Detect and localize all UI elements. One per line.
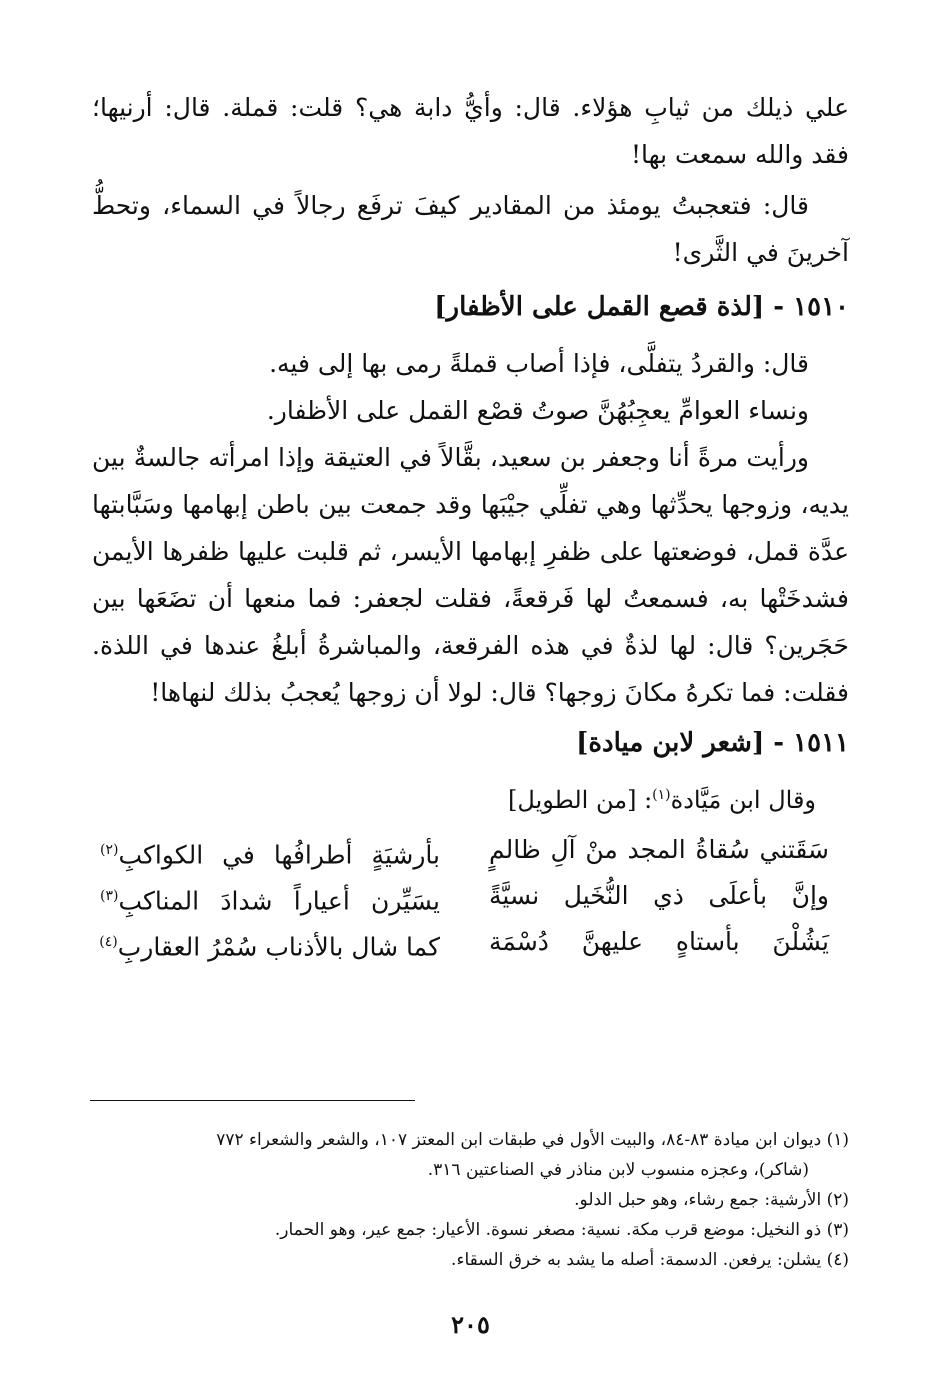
footnote-4-number: (٤)	[826, 1250, 849, 1270]
verse-1-second-hemistich	[100, 828, 440, 874]
verse-2-footnote-ref: (٣)	[100, 888, 119, 904]
poem-meter: : [من الطويل]	[508, 786, 653, 814]
section-1510-heading: ١٥١٠ - [لذة قصع القمل على الأظفار]	[434, 292, 849, 322]
verse-row	[100, 874, 829, 920]
section-1510-line-1: قال: والقردُ يتفلَّى، فإذا أصاب قملةً رمى بها إلى فيه.	[269, 349, 809, 378]
footnote-3-number: (٣)	[826, 1220, 849, 1240]
footnote-1-continuation: (شاكر)، وعجزه منسوب لابن مناذر في الصناعتين ٣١٦.	[427, 1160, 809, 1180]
verse-2-second-text: يسَيِّرن أعياراً شدادَ المناكبِ	[118, 886, 440, 916]
verse-row	[100, 828, 829, 874]
page-number: ٢٠٥	[451, 1310, 490, 1339]
poem-intro-text: وقال ابن مَيَّادة	[670, 786, 816, 814]
verse-3-second-text: كما شال بالأذناب سُمْرُ العقاربِ	[117, 932, 440, 962]
verse-3-first-hemistich: يَشُلْنَ بأستاهٍ عليهنَّ دُسْمَة	[489, 927, 829, 956]
poem-intro	[508, 775, 816, 820]
footnote-3	[92, 1215, 849, 1245]
verse-row	[100, 920, 829, 966]
footnote-divider	[90, 1100, 415, 1101]
footnote-2-text: الأرشية: جمع رشاء، وهو حبل الدلو.	[574, 1190, 822, 1210]
footnote-1-number: (١)	[826, 1130, 849, 1150]
poem-verses	[100, 828, 829, 966]
section-1510-line-2: ونساء العوامِّ يعجِبُهُنَّ صوتُ قصْع القمل على الأظفار.	[266, 396, 809, 425]
verse-1-footnote-ref: (٢)	[100, 842, 119, 858]
verse-3-second-hemistich	[100, 920, 440, 966]
section-1510-line-3: ورأيت مرةً أنا وجعفر بن سعيد، بقَّالاً في العتيقة وإذا امرأته جالسةٌ بين يديه، وزوجها يحدِّثها وهي تفلِّي جيْبَها وقد جمعت بين باطن إبهامها وسَبَّابتها عدَّة قمل، فوضعتها على ظفرِ إبهامها الأيسر، ثم قلبت عليها ظفرها الأيمن فشدخَتْها به، فسمعتُ لها فَرقعةً، فقلت لجعفر: فما منعها أن تضَعَها بين حَجَرين؟ قال: لها لذةٌ في هذه الفرقعة، والمباشرةُ أبلغُ عندها في اللذة. فقلت: فما تكرهُ مكانَ زوجها؟ قال: لولا أن زوجها يُعجبُ بذلك لنهاها!	[92, 443, 849, 707]
footnote-3-text: ذو النخيل: موضع قرب مكة. نسية: مصغر نسوة. الأعيار: جمع عير، وهو الحمار.	[274, 1220, 822, 1240]
footnote-2	[92, 1185, 849, 1215]
intro-line-1: علي ذيلك من ثيابِ هؤلاء. قال: وأيُّ دابة هي؟ قلت: قملة. قال: أرنيها؛ فقد والله سمعت بها!	[92, 93, 849, 169]
footnote-2-number: (٢)	[826, 1190, 849, 1210]
intro-line-2: قال: فتعجبتُ يومئذ من المقادير كيفَ ترفَع رجالاً في السماء، وتحطُّ آخرينَ في الثَّرى!	[92, 191, 849, 267]
footnotes	[92, 1125, 849, 1275]
footnote-4-text: يشلن: يرفعن. الدسمة: أصله ما يشد به خرق السقاء.	[451, 1250, 822, 1270]
footnote-4	[92, 1245, 849, 1275]
section-1511-heading: ١٥١١ - [شعر لابن ميادة]	[576, 728, 849, 758]
footnote-1	[92, 1125, 849, 1155]
section-1510-body	[92, 340, 849, 716]
verse-2-first-hemistich: وإنَّ بأعلَى ذي النُّخَيل نسيَّةً	[489, 881, 829, 910]
intro-paragraph-block	[92, 84, 849, 276]
footnote-1-text: ديوان ابن ميادة ٨٣-٨٤، والبيت الأول في طبقات ابن المعتز ١٠٧، والشعر والشعراء ٧٧٢	[216, 1130, 822, 1150]
verse-1-first-hemistich: سَقَتني سُقاةُ المجد منْ آلِ ظالمٍ	[489, 835, 829, 864]
poem-intro-footnote-ref: (١)	[652, 787, 671, 803]
verse-1-second-text: بأرشيَةٍ أطرافُها في الكواكبِ	[118, 840, 440, 870]
verse-2-second-hemistich	[100, 874, 440, 920]
verse-3-footnote-ref: (٤)	[99, 934, 118, 950]
